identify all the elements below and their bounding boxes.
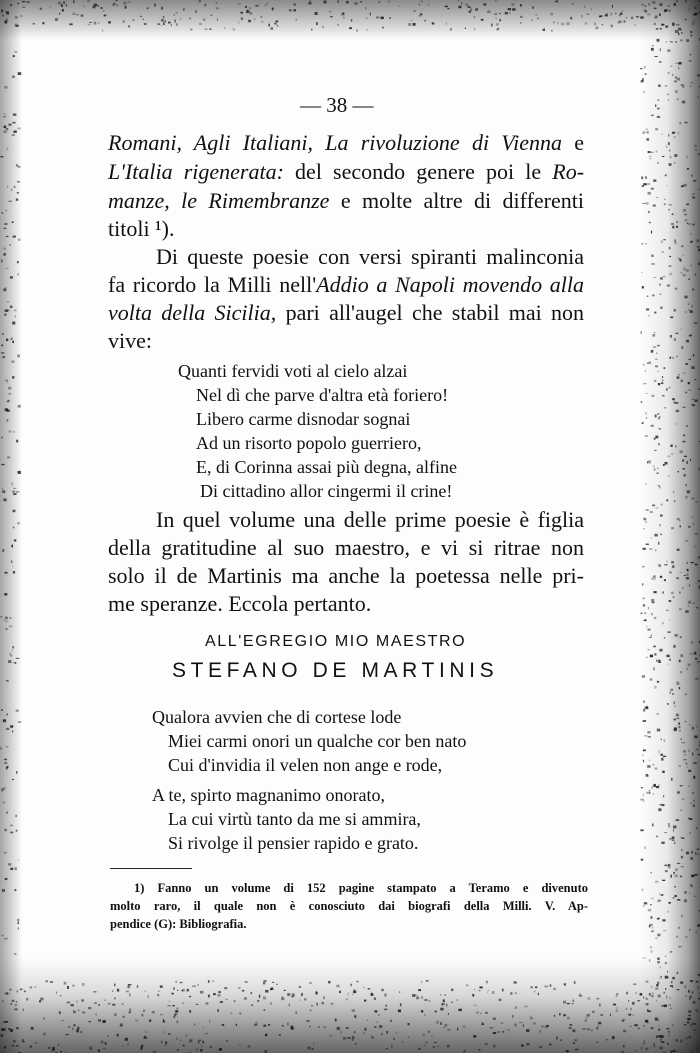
text-run: Di queste poesie con versi spiranti malinconia (156, 244, 584, 269)
footnote-line: pendice (G): Bibliografia. (110, 917, 247, 931)
footnote-line: 1) Fanno un volume di 152 pagine stampato a Teramo e divenuto (134, 881, 588, 895)
verse-line: Si rivolge il pensier rapido e grato. (168, 833, 419, 853)
footnote-line: molto raro, il quale non è conosciuto dai biografi della Milli. V. Ap- (110, 899, 588, 913)
verse-line: A te, spirto magnanimo onorato, (152, 785, 385, 805)
verse-line: Di cittadino allor cingermi il crine! (200, 481, 453, 501)
italic-text: Addio a Napoli movendo alla (316, 272, 584, 297)
verse-line: Miei carmi onori un qualche cor ben nato (168, 731, 467, 751)
verse-line: Libero carme disnodar sognai (196, 409, 411, 429)
verse-line: Ad un risorto popolo guerriero, (196, 433, 422, 453)
verse-line: E, di Corinna assai più degna, alfine (196, 457, 457, 477)
italic-text: L'Italia rigenerata: (108, 159, 284, 184)
italic-text: manze, le Rimembranze (108, 188, 330, 213)
text-line: della gratitudine al suo maestro, e vi si ritrae non (108, 535, 584, 560)
text-run: pari all'augel che stabil mai non (276, 300, 584, 325)
text-line: solo il de Martinis ma anche la poetessa nelle pri- (108, 563, 584, 588)
text-run: e molte altre di differenti (329, 188, 584, 213)
text-line: In quel volume una delle prime poesie è figlia (156, 507, 584, 532)
poem-dedication: ALL'EGREGIO MIO MAESTRO (205, 633, 467, 650)
italic-text: Ro- (552, 159, 585, 184)
text-run: vive: (108, 328, 152, 353)
verse-line: La cui virtù tanto da me si ammira, (168, 809, 421, 829)
text-run: titoli ¹). (108, 216, 175, 241)
italic-text: Romani, Agli Italiani, La rivoluzione di Vienna (108, 130, 562, 155)
text-run: fa ricordo la Milli nell' (108, 272, 317, 297)
verse-line: Qualora avvien che di cortese lode (152, 707, 402, 727)
text-line: me speranze. Eccola pertanto. (108, 591, 372, 616)
italic-text: volta della Sicilia, (108, 300, 277, 325)
verse-line: Cui d'invidia il velen non ange e rode, (168, 755, 443, 775)
verse-line: Quanti fervidi voti al cielo alzai (178, 361, 408, 381)
text-run: del secondo genere poi le (283, 159, 553, 184)
poem-title: STEFANO DE MARTINIS (172, 659, 499, 682)
page-number: — 38 — (300, 93, 374, 117)
verse-line: Nel dì che parve d'altra età foriero! (196, 385, 449, 405)
text-run: e (562, 130, 585, 155)
